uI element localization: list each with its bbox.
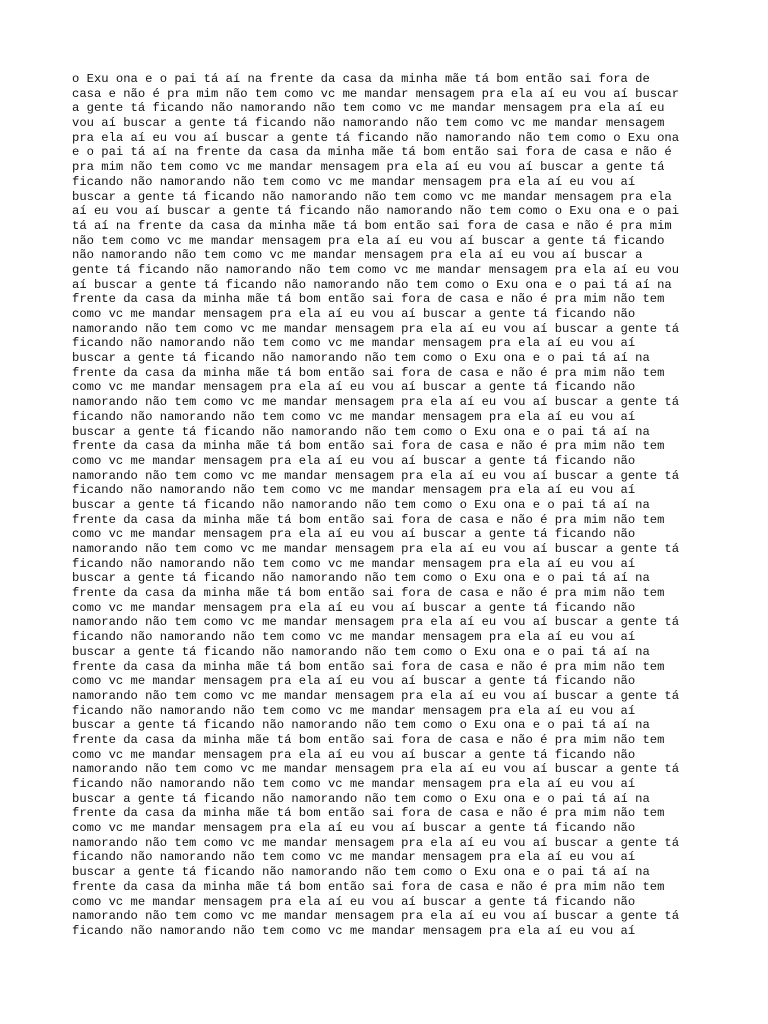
text-line: ficando não namorando não tem como vc me mandar mensagem pra ela aí eu vou aí [72,174,636,189]
text-line: gente tá ficando não namorando não tem como vc me mandar mensagem pra ela aí eu vou [72,262,680,277]
text-line: como vc me mandar mensagem pra ela aí eu vou aí buscar a gente tá ficando não [72,453,636,468]
text-line: namorando não tem como vc me mandar mensagem pra ela aí eu vou aí buscar a gente tá [72,762,680,777]
text-line: a gente tá ficando não namorando não tem como vc me mandar mensagem pra ela aí eu [72,101,665,116]
text-line: buscar a gente tá ficando não namorando não tem como o Exu ona e o pai tá aí na [72,718,650,733]
text-line: como vc me mandar mensagem pra ela aí eu vou aí buscar a gente tá ficando não [72,821,636,836]
text-line: frente da casa da minha mãe tá bom então sai fora de casa e não é pra mim não tem [72,365,665,380]
text-line: ficando não namorando não tem como vc me mandar mensagem pra ela aí eu vou aí [72,703,636,718]
text-line: frente da casa da minha mãe tá bom então sai fora de casa e não é pra mim não tem [72,292,665,307]
text-line: buscar a gente tá ficando não namorando não tem como o Exu ona e o pai tá aí na [72,865,650,880]
text-line: ficando não namorando não tem como vc me mandar mensagem pra ela aí eu vou aí [72,923,636,938]
text-line: ficando não namorando não tem como vc me mandar mensagem pra ela aí eu vou aí [72,409,636,424]
text-line: como vc me mandar mensagem pra ela aí eu vou aí buscar a gente tá ficando não [72,894,636,909]
text-line: buscar a gente tá ficando não namorando não tem como vc me mandar mensagem pra ela [72,189,672,204]
text-line: ficando não namorando não tem como vc me mandar mensagem pra ela aí eu vou aí [72,556,636,571]
text-line: tá aí na frente da casa da minha mãe tá bom então sai fora de casa e não é pra mim [72,218,672,233]
text-line: vou aí buscar a gente tá ficando não namorando não tem como vc me mandar mensagem [72,116,665,131]
text-line: namorando não tem como vc me mandar mensagem pra ela aí eu vou aí buscar a gente tá [72,835,680,850]
text-line: ficando não namorando não tem como vc me mandar mensagem pra ela aí eu vou aí [72,336,636,351]
text-line: frente da casa da minha mãe tá bom então sai fora de casa e não é pra mim não tem [72,806,665,821]
text-line: buscar a gente tá ficando não namorando não tem como o Exu ona e o pai tá aí na [72,351,650,366]
text-line: ficando não namorando não tem como vc me mandar mensagem pra ela aí eu vou aí [72,777,636,791]
text-line: buscar a gente tá ficando não namorando não tem como o Exu ona e o pai tá aí na [72,644,650,659]
text-line: o Exu ona e o pai tá aí na frente da casa da minha mãe tá bom então sai fora de [72,72,650,86]
text-line: buscar a gente tá ficando não namorando não tem como o Exu ona e o pai tá aí na [72,424,650,439]
text-line: frente da casa da minha mãe tá bom então sai fora de casa e não é pra mim não tem [72,586,665,601]
text-line: como vc me mandar mensagem pra ela aí eu vou aí buscar a gente tá ficando não [72,307,636,321]
text-line: como vc me mandar mensagem pra ela aí eu vou aí buscar a gente tá ficando não [72,747,636,762]
text-line: frente da casa da minha mãe tá bom então sai fora de casa e não é pra mim não tem [72,439,665,454]
text-line: como vc me mandar mensagem pra ela aí eu vou aí buscar a gente tá ficando não [72,527,636,542]
text-line: como vc me mandar mensagem pra ela aí eu vou aí buscar a gente tá ficando não [72,600,636,615]
text-line: pra mim não tem como vc me mandar mensagem pra ela aí eu vou aí buscar a gente tá [72,160,665,175]
document-text-body [72,72,702,939]
text-line: pra ela aí eu vou aí buscar a gente tá ficando não namorando não tem como o Exu ona [72,130,680,145]
text-line: namorando não tem como vc me mandar mensagem pra ela aí eu vou aí buscar a gente tá [72,688,680,703]
text-line: ficando não namorando não tem como vc me mandar mensagem pra ela aí eu vou aí [72,850,636,865]
text-line: namorando não tem como vc me mandar mensagem pra ela aí eu vou aí buscar a gente tá [72,542,680,556]
text-line: namorando não tem como vc me mandar mensagem pra ela aí eu vou aí buscar a gente tá [72,468,680,483]
text-line: frente da casa da minha mãe tá bom então sai fora de casa e não é pra mim não tem [72,512,665,527]
text-line: aí eu vou aí buscar a gente tá ficando não namorando não tem como o Exu ona e o pai [72,204,680,219]
text-line: e o pai tá aí na frente da casa da minha mãe tá bom então sai fora de casa e não é [72,145,672,160]
text-line: namorando não tem como vc me mandar mensagem pra ela aí eu vou aí buscar a gente tá [72,615,680,630]
text-line: casa e não é pra mim não tem como vc me mandar mensagem pra ela aí eu vou aí buscar [72,86,680,101]
text-line: não tem como vc me mandar mensagem pra ela aí eu vou aí buscar a gente tá ficando [72,233,665,248]
document-page [72,72,702,939]
text-line: ficando não namorando não tem como vc me mandar mensagem pra ela aí eu vou aí [72,630,636,645]
text-line: buscar a gente tá ficando não namorando não tem como o Exu ona e o pai tá aí na [72,571,650,586]
text-line: frente da casa da minha mãe tá bom então sai fora de casa e não é pra mim não tem [72,659,665,674]
text-line: namorando não tem como vc me mandar mensagem pra ela aí eu vou aí buscar a gente tá [72,395,680,410]
text-line: ficando não namorando não tem como vc me mandar mensagem pra ela aí eu vou aí [72,483,636,498]
text-line: aí buscar a gente tá ficando não namorando não tem como o Exu ona e o pai tá aí na [72,277,672,292]
text-line: buscar a gente tá ficando não namorando não tem como o Exu ona e o pai tá aí na [72,791,650,806]
text-line: namorando não tem como vc me mandar mensagem pra ela aí eu vou aí buscar a gente tá [72,321,680,336]
text-line: como vc me mandar mensagem pra ela aí eu vou aí buscar a gente tá ficando não [72,674,636,689]
text-line: como vc me mandar mensagem pra ela aí eu vou aí buscar a gente tá ficando não [72,380,636,395]
text-line: frente da casa da minha mãe tá bom então sai fora de casa e não é pra mim não tem [72,879,665,894]
text-line: não namorando não tem como vc me mandar mensagem pra ela aí eu vou aí buscar a [72,248,643,263]
text-line: namorando não tem como vc me mandar mensagem pra ela aí eu vou aí buscar a gente tá [72,909,680,924]
text-line: buscar a gente tá ficando não namorando não tem como o Exu ona e o pai tá aí na [72,497,650,512]
text-line: frente da casa da minha mãe tá bom então sai fora de casa e não é pra mim não tem [72,732,665,747]
